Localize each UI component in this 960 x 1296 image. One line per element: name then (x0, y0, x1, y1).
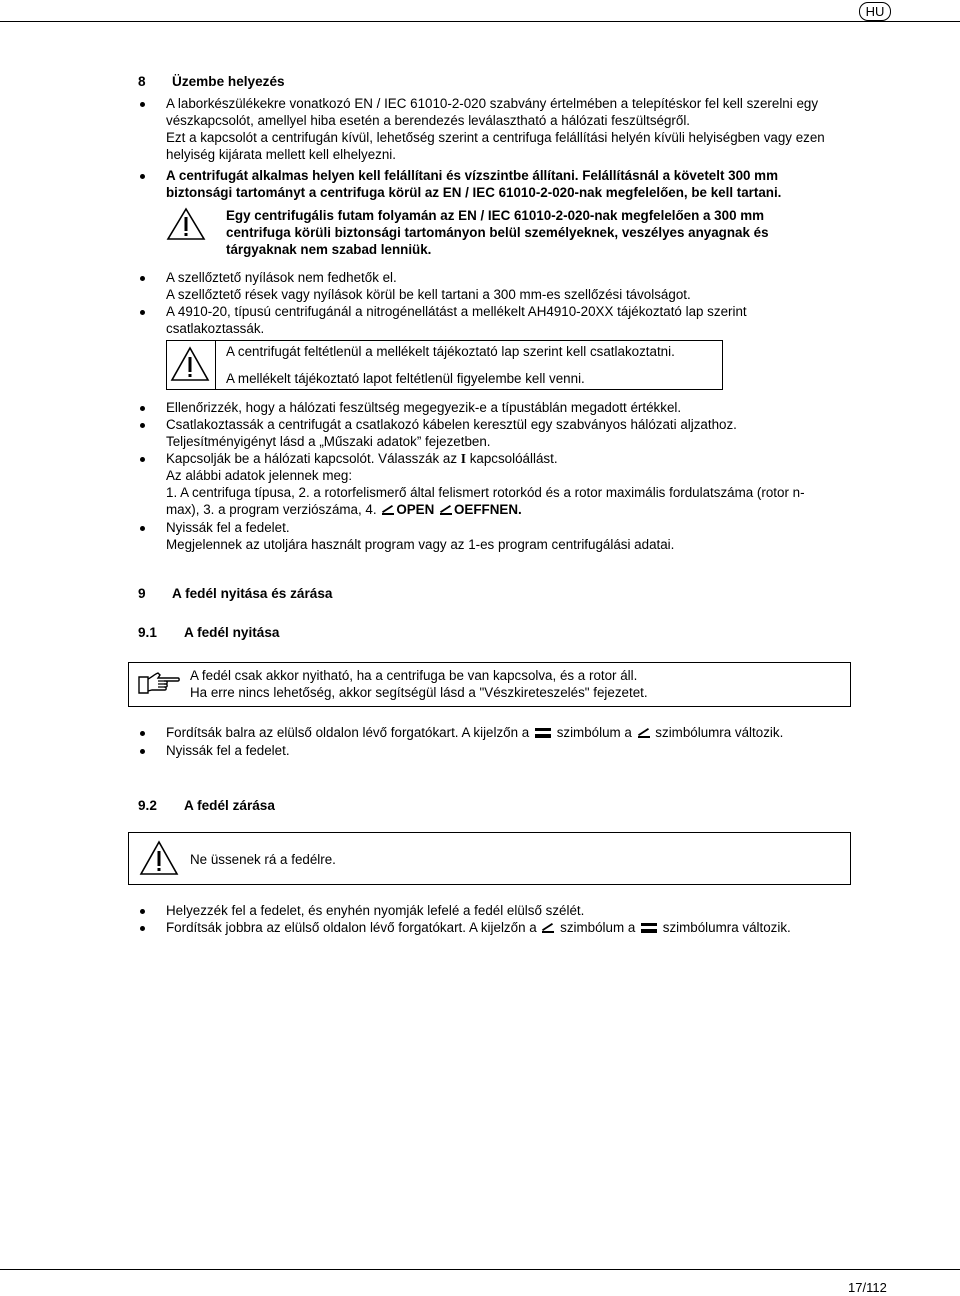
section-title: Üzembe helyezés (172, 74, 285, 89)
text-line: A centrifugát alkalmas helyen kell felállítani és vízszintbe állítani. (166, 168, 579, 183)
text-line: szimbólumra változik. (659, 920, 791, 935)
text-line: vészkapcsolót, amellyel hiba esetén a berendezés leválasztható a hálózati feszültségről. (166, 113, 691, 128)
pointing-hand-icon (138, 671, 180, 701)
text-line: biztonsági tartományt a centrifuga körül az EN / IEC 61010-2-020-nak megfelelően, be kell tartani. (166, 185, 782, 200)
text-line: Fordítsák jobbra az elülső oldalon lévő forgatókart. A kijelzőn a (166, 920, 541, 935)
text-line: 1. A centrifuga típusa, 2. a rotorfelismerő által felismert rotorkód és a rotor maximális fordulatszáma (rotor n- (166, 485, 805, 500)
page-number: 17/112 (848, 1280, 887, 1295)
section-number: 9 (138, 586, 146, 601)
text-line: A 4910-20, típusú centrifugánál a nitrogénellátást a mellékelt AH4910-20XX tájékoztató lap szerint (166, 304, 747, 319)
text-line: csatlakoztassák. (166, 321, 265, 336)
section-8-heading (138, 73, 285, 90)
warning-text-1 (226, 207, 866, 258)
footer-rule (0, 1269, 960, 1270)
list-item (138, 269, 898, 303)
text-line: szimbólum a (552, 725, 636, 740)
section-9-2-list (138, 902, 898, 937)
section-number: 9.2 (138, 798, 157, 813)
text-line: Nyissák fel a fedelet. (166, 520, 290, 535)
text-line: Kapcsolják be a hálózati kapcsolót. Válasszák az (166, 451, 461, 466)
text-line: Helyezzék fel a fedelet, és enyhén nyomják lefelé a fedél elülső szélét. (166, 903, 585, 918)
list-item (138, 95, 898, 163)
list-item (138, 742, 898, 759)
section-number: 8 (138, 74, 146, 89)
text-line: Ezt a kapcsolót a centrifugán kívül, lehetőség szerint a centrifuga felállítási helyén kívüli helyiségben vagy ezen (166, 130, 825, 145)
warning-icon (166, 207, 206, 241)
lid-open-icon (382, 502, 394, 519)
section-title: A fedél nyitása és zárása (172, 586, 333, 601)
list-item (138, 902, 898, 919)
note-text-1: A fedél csak akkor nyitható, ha a centrifuga be van kapcsolva, és a rotor áll. (190, 668, 638, 683)
lid-open-icon (638, 725, 650, 742)
list-item (138, 416, 898, 450)
text-line: A szellőztető rések vagy nyílások körül be kell tartani a 300 mm-es szellőzési távolságot. (166, 287, 691, 302)
text-line: Nyissák fel a fedelet. (166, 743, 290, 758)
text-line: Ellenőrizzék, hogy a hálózati feszültség megegyezik-e a típustáblán megadott értékkel. (166, 400, 682, 415)
list-item (138, 399, 898, 416)
list-item (138, 167, 898, 201)
lid-closed-icon (535, 725, 551, 742)
text-line: Fordítsák balra az elülső oldalon lévő forgatókart. A kijelzőn a (166, 725, 533, 740)
text-line: max), 3. a program verziószáma, 4. (166, 502, 381, 517)
warning-text-2a: A centrifugát feltétlenül a mellékelt tájékoztató lap szerint kell csatlakoztatni. (226, 344, 675, 359)
text-line: szimbólumra változik. (651, 725, 784, 740)
warning-text-3: Ne üssenek rá a fedélre. (190, 852, 336, 867)
section-9-heading (138, 585, 332, 602)
warning-icon (170, 346, 210, 382)
text-line: centrifuga körüli biztonsági tartományon belül személyeknek, veszélyes anyagnak és (226, 225, 769, 240)
list-item (138, 919, 898, 937)
text-line: kapcsolóállást. (465, 451, 558, 466)
language-badge: HU (859, 2, 891, 21)
section-title: A fedél zárása (184, 798, 275, 813)
warning-text-2b: A mellékelt tájékoztató lapot feltétlenül figyelembe kell venni. (226, 371, 585, 386)
lid-closed-icon (641, 920, 657, 937)
text-line: helyiség kijárata mellett kell elhelyezni. (166, 147, 396, 162)
note-text-2: Ha erre nincs lehetőség, akkor segítségül lásd a "Vészkireteszelés" fejezetet. (190, 685, 648, 700)
text-line: Egy centrifugális futam folyamán az EN / IEC 61010-2-020-nak megfelelően a 300 mm (226, 208, 765, 223)
header-rule (0, 21, 960, 22)
section-9-1-heading (138, 624, 279, 641)
list-item (138, 519, 898, 553)
list-item (138, 724, 898, 742)
section-8-list-c (138, 399, 898, 553)
oeffnen-label: OEFFNEN. (454, 502, 522, 517)
text-line: Megjelennek az utoljára használt program vagy az 1-es program centrifugálási adatai. (166, 537, 675, 552)
warning-divider (215, 340, 216, 389)
text-line: Teljesítményigényt lásd a „Műszaki adatok” fejezetben. (166, 434, 491, 449)
section-8-list-a (138, 95, 898, 201)
section-number: 9.1 (138, 625, 157, 640)
text-line: Az alábbi adatok jelennek meg: (166, 468, 353, 483)
open-label: OPEN (396, 502, 435, 517)
text-line: A szellőztető nyílások nem fedhetők el. (166, 270, 397, 285)
section-9-2-heading (138, 797, 275, 814)
switch-position: I (460, 451, 466, 466)
section-title: A fedél nyitása (184, 625, 280, 640)
text-line: tárgyaknak nem szabad lenniük. (226, 242, 432, 257)
warning-icon (139, 840, 179, 876)
text-line: Csatlakoztassák a centrifugát a csatlakozó kábelen keresztül egy szabványos hálózati aljzathoz. (166, 417, 737, 432)
lid-open-icon (440, 502, 452, 519)
section-8-list-b (138, 269, 898, 337)
text-line: szimbólum a (556, 920, 640, 935)
text-line: Felállításnál a követelt 300 mm (578, 168, 778, 183)
list-item (138, 303, 898, 337)
text-line: A laborkészülékekre vonatkozó EN / IEC 61010-2-020 szabvány értelmében a telepítéskor fel kell szerelni egy (166, 96, 819, 111)
section-9-1-list (138, 724, 898, 759)
lid-open-icon (542, 920, 554, 937)
list-item (138, 450, 898, 519)
